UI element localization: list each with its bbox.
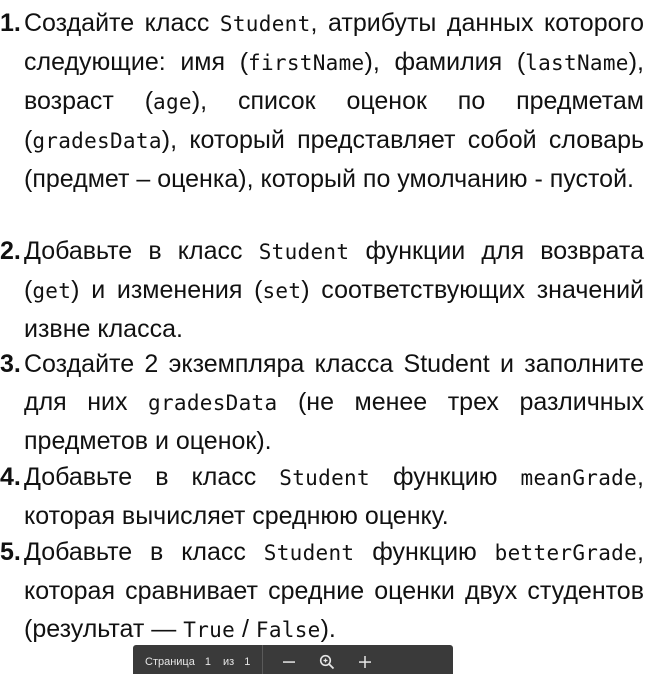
- text-run: , которая вычисляет среднюю оценку.: [24, 463, 644, 530]
- task-item-2: [0, 232, 644, 348]
- code-run: lastName: [525, 51, 629, 75]
- plus-icon: [358, 655, 372, 669]
- task-item-1: [0, 4, 644, 198]
- total-pages: 1: [244, 656, 251, 668]
- task-number: 4.: [0, 463, 21, 491]
- text-run: функцию: [354, 538, 495, 566]
- minus-icon: [282, 655, 296, 669]
- pdf-viewer-toolbar: [133, 645, 453, 674]
- task-item-3: [0, 345, 644, 460]
- code-run: gradesData: [148, 391, 278, 415]
- code-run: Student: [219, 12, 311, 36]
- task-number: 2.: [0, 237, 21, 265]
- text-run: ), фамилия (: [364, 48, 526, 76]
- code-run: get: [32, 279, 72, 303]
- code-run: age: [153, 90, 192, 114]
- code-run: Student: [258, 240, 350, 264]
- text-run: /: [235, 615, 256, 643]
- page-label: Страница: [145, 656, 195, 668]
- text-run: , которая сравнивает средние оценки двух студентов (результат —: [24, 538, 644, 643]
- text-run: Создайте 2 экземпляра класса Student и заполните для них: [24, 350, 644, 416]
- text-run: ), список оценок по предметам (: [24, 87, 644, 154]
- code-run: set: [262, 279, 302, 303]
- text-run: (не менее трех различных предметов и оценок).: [24, 388, 645, 455]
- text-run: функцию: [369, 463, 521, 491]
- text-run: ).: [320, 615, 336, 643]
- zoom-reset-button[interactable]: [315, 650, 339, 674]
- text-run: функции для возврата (: [24, 237, 644, 304]
- code-run: meanGrade: [520, 466, 638, 490]
- zoom-in-button[interactable]: [353, 650, 377, 674]
- task-text: [24, 345, 644, 460]
- code-run: True: [183, 618, 236, 642]
- task-text: [24, 533, 644, 649]
- text-run: ) соответствующих значений извне класса.: [24, 276, 644, 343]
- task-text: [24, 232, 644, 348]
- task-text: [24, 458, 644, 535]
- text-run: Добавьте в класс: [24, 463, 280, 491]
- of-label: из: [222, 656, 235, 668]
- zoom-icon: [319, 654, 335, 670]
- task-item-4: [0, 458, 644, 535]
- text-run: Добавьте в класс: [24, 237, 259, 265]
- code-run: Student: [263, 541, 355, 565]
- task-item-5: [0, 533, 644, 649]
- task-number: 1.: [0, 9, 21, 37]
- text-run: ), который представляет собой словарь (предмет – оценка), который по умолчанию - пустой.: [24, 126, 644, 193]
- task-number: 5.: [0, 538, 21, 566]
- task-text: [24, 4, 644, 198]
- text-run: , атрибуты данных которого следующие: имя (: [24, 9, 644, 76]
- current-page-input[interactable]: 1: [204, 656, 211, 668]
- text-run: Создайте класс: [24, 9, 220, 37]
- code-run: firstName: [248, 51, 365, 75]
- task-number: 3.: [0, 350, 21, 378]
- code-run: gradesData: [32, 129, 162, 153]
- toolbar-divider: [262, 645, 263, 674]
- code-run: Student: [279, 466, 370, 490]
- text-run: ), возраст (: [24, 48, 644, 115]
- text-run: Добавьте в класс: [24, 538, 264, 566]
- text-run: ) и изменения (: [71, 276, 263, 304]
- code-run: betterGrade: [494, 541, 638, 565]
- zoom-out-button[interactable]: [277, 650, 301, 674]
- code-run: False: [255, 618, 321, 642]
